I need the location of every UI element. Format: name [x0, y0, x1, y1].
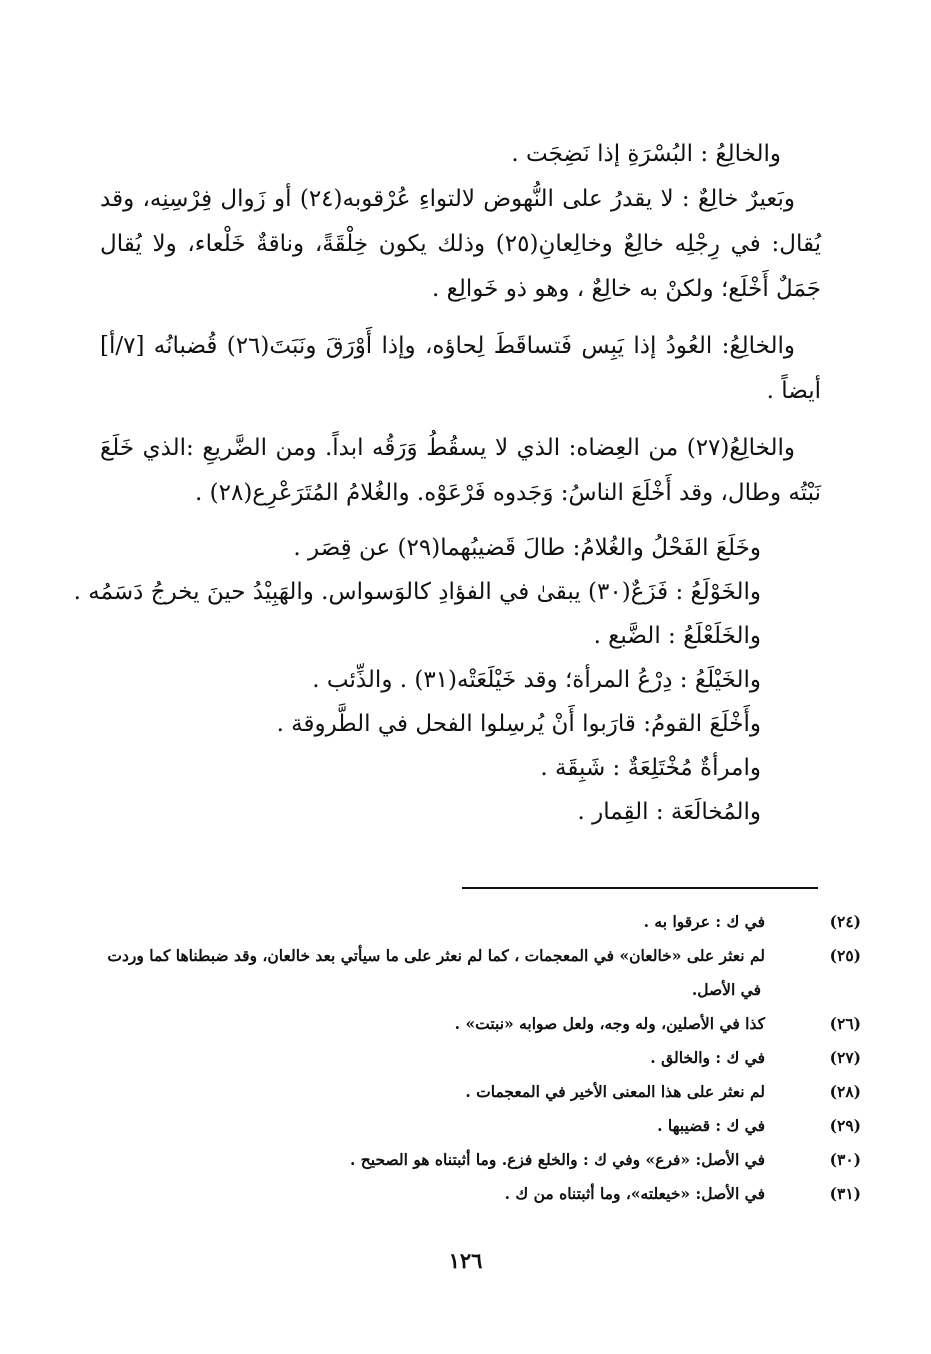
footnote-text: في الأصل: «فرع» وفي ك : والخلع فزع. وما أثبتناه هو الصحيح .: [350, 1150, 765, 1169]
main-text: [73, 132, 822, 834]
entry-paragraph: والخالِعُ(٢٧) من العِضاه: الذي لا يسقُطُ وَرَقُه ابداً. ومن الضَّريعِ :الذي خَلَعَ نَبْتُه وطال، وقد أَخْلَعَ الناسُ: وَجَدوه فَرْعَوْه. والغُلامُ المُتَرَعْرِع(٢٨) .: [100, 435, 821, 506]
footnote-text: في الأصل: «خيعلته»، وما أثبتناه من ك .: [504, 1184, 765, 1203]
footnote: [100, 1109, 861, 1143]
footnote-number: (٢٩): [829, 1116, 861, 1135]
footnote-text: لم نعثر على «خالعان» في المعجمات ، كما لم نعثر على ما سيأتي بعد خالعان، وقد ضبطناها كما وردت في الأصل.: [107, 946, 765, 999]
footnote: [100, 1041, 861, 1075]
entry-line: وامرأةٌ مُخْتَلِعَةٌ : شَبِقَة .: [540, 755, 761, 781]
footnote: [100, 1143, 861, 1177]
footnote-text: في ك : والخالق .: [650, 1048, 765, 1067]
entry-line: والخَوْلَعُ : فَزَعٌ(٣٠) يبقىٰ في الفؤادِ كالوَسواس. والهَبِيْدُ حينَ يخرجُ دَسَمُه .: [73, 579, 761, 605]
footnote-number: (٢٤): [829, 912, 861, 931]
footnote-number: (٢٥): [829, 946, 861, 965]
footnote-text: في ك : عرقوا به .: [643, 912, 765, 931]
entry-line: وأَخْلَعَ القومُ: قارَبوا أَنْ يُرسِلوا الفحل في الطَّروقة .: [276, 711, 761, 737]
footnote-number: (٢٧): [829, 1048, 861, 1067]
footnote: [100, 905, 861, 939]
footnote-number: (٢٨): [829, 1082, 861, 1101]
entry-line: والخَلَعْلَعُ : الضَّبع .: [593, 623, 761, 649]
footnote: [100, 1177, 861, 1211]
footnote-text: كذا في الأصلين، وله وجه، ولعل صوابه «نبتت» .: [454, 1014, 765, 1033]
footnote-number: (٢٦): [829, 1014, 861, 1033]
footnote-separator: [462, 887, 818, 889]
footnote: [100, 1007, 861, 1041]
entry-line: والمُخالَعَة : القِمار .: [577, 799, 761, 825]
entry-line: وخَلَعَ الفَحْلُ والغُلامُ: طالَ قَضيبُهما(٢٩) عن قِصَر .: [293, 535, 761, 561]
entry-paragraph: وبَعيرٌ خالِعٌ : لا يقدرُ على النُّهوض لالتواءِ عُرْقوبه(٢٤) أو زَوال فِرْسِنِه، وقد يُقال: في رِجْلِه خالِعٌ وخالِعانِ(٢٥) وذلك يكون خِلْقَةً، وناقةٌ خَلْعاء، ولا يُقال جَمَلٌ أَخْلَع؛ ولكنْ به خالِعٌ ، وهو ذو خَوالِع .: [100, 186, 822, 302]
footnote: [100, 939, 861, 1007]
footnotes: [100, 905, 861, 1211]
footnote-text: في ك : قضيبها .: [657, 1116, 765, 1135]
footnote-text: لم نعثر على هذا المعنى الأخير في المعجمات .: [465, 1082, 765, 1101]
entry-paragraph: والخالِعُ : البُسْرَةِ إذا نَضِجَت .: [511, 141, 781, 167]
footnote-number: (٣٠): [829, 1150, 861, 1169]
entry-line: والخَيْلَعُ : دِرْعُ المرأة؛ وقد خَيْلَعَتْه(٣١) . والذِّئب .: [312, 667, 761, 693]
footnote-number: (٣١): [829, 1184, 861, 1203]
footnote: [100, 1075, 861, 1109]
page-number: ١٢٦: [448, 1248, 483, 1273]
entry-lines: [73, 526, 821, 834]
entry-paragraph: والخالِعُ: العُودُ إذا يَبِس فَتساقَطَ لِحاؤه، وإذا أَوْرَقَ ونَبَتَ(٢٦) قُضبانُه [٧/أ] أيضاً .: [100, 333, 821, 404]
